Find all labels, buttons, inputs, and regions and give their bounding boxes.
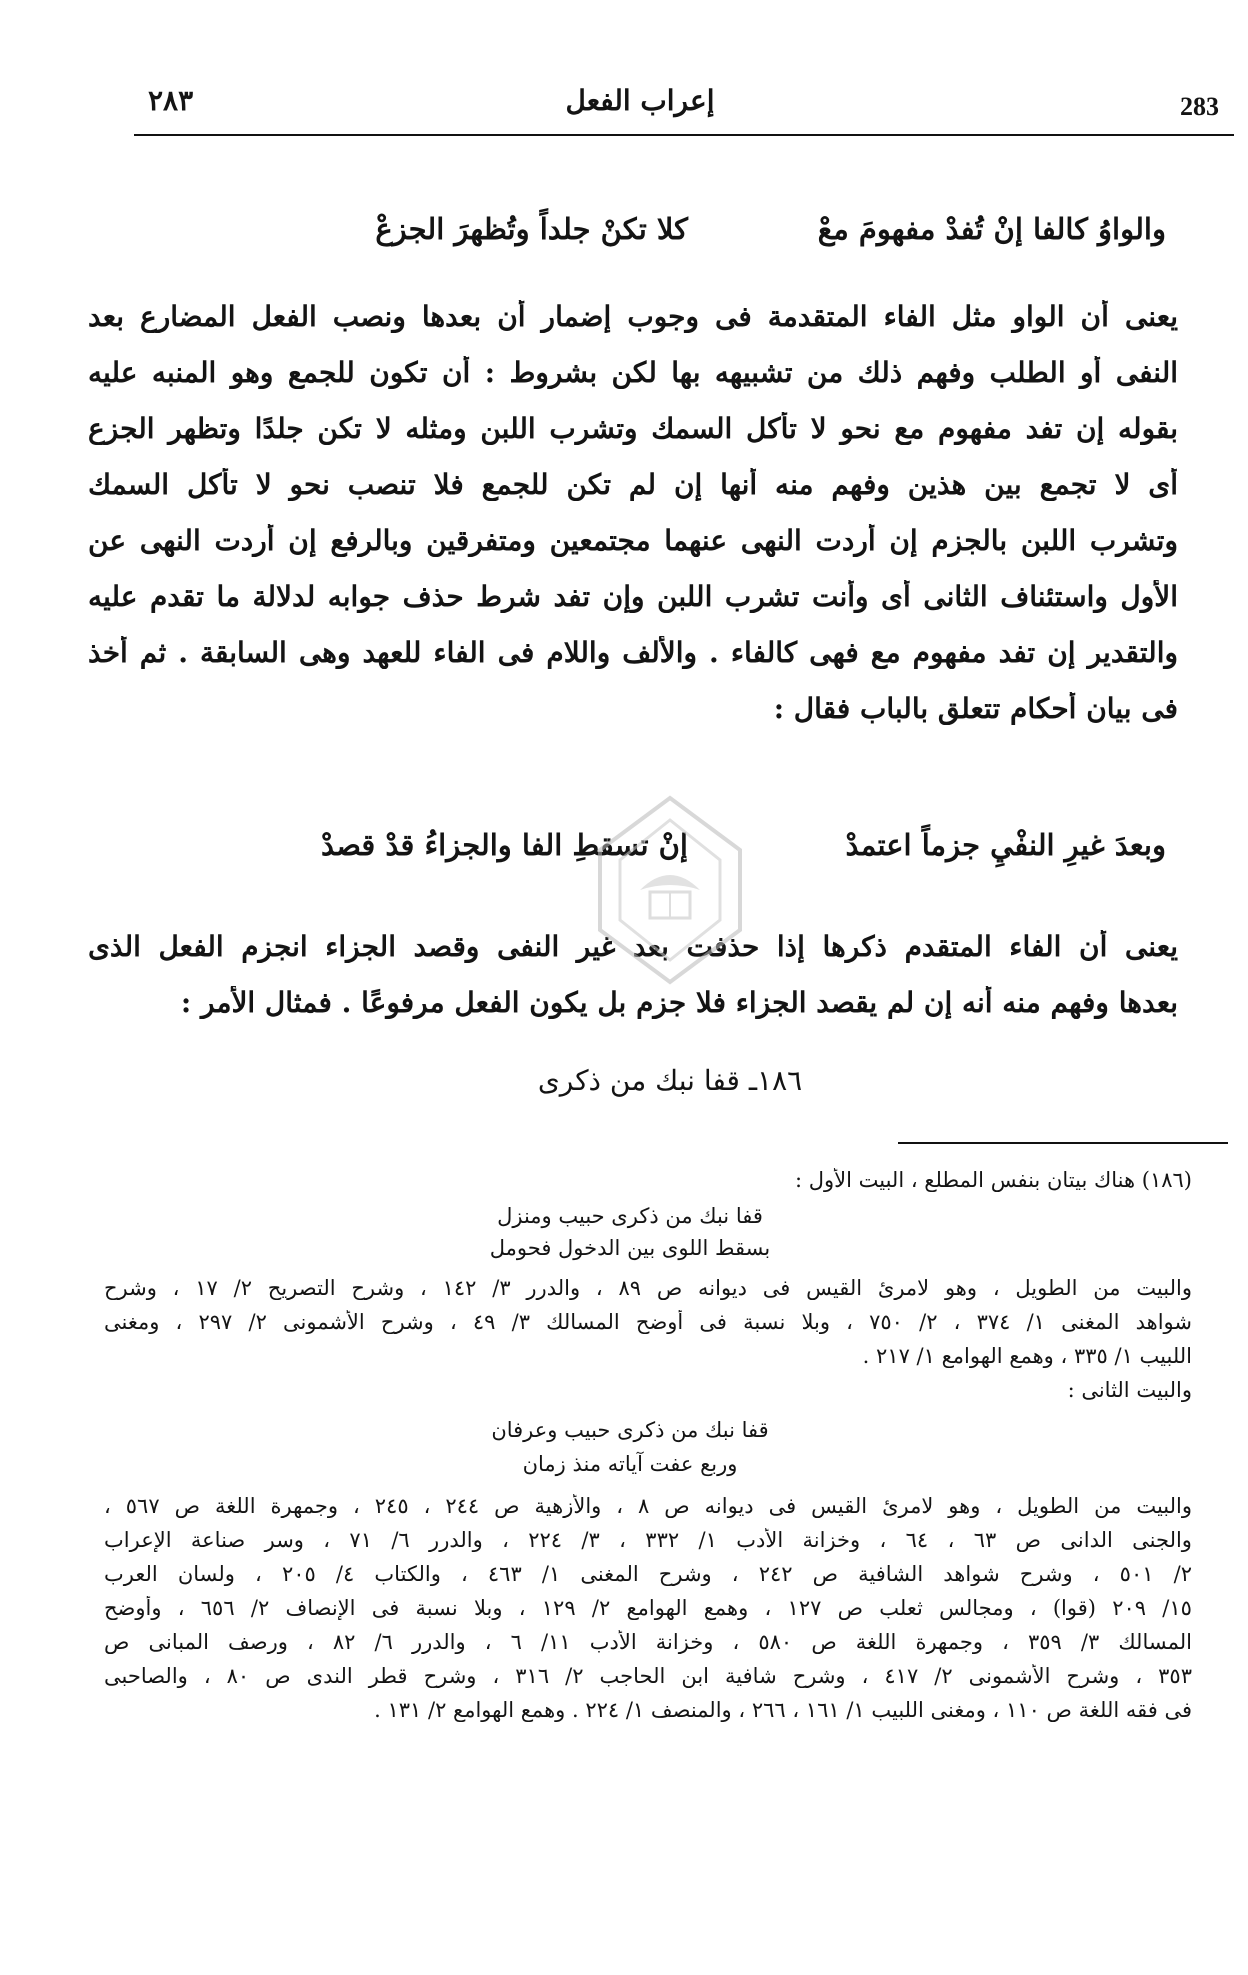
footnote-source-line: والجنى الدانى ص ٦٣ ، ٦٤ ، وخزانة الأدب ١/ ٣٣٢ ، ٣/ ٢٢٤ ، والدرر ٦/ ٧١ ، وسر صناعة الإعراب <box>104 1528 1192 1552</box>
body-line: والتقدير إن تفد مفهوم مع فهى كالفاء . والألف واللام فى الفاء للعهد وهى السابقة . ثم أخذ <box>88 636 1178 669</box>
footnote-source-line: ٢/ ٥٠١ ، وشرح شواهد الشافية ص ٢٤٢ ، وشرح المغنى ١/ ٤٦٣ ، والكتاب ٤/ ٢٠٥ ، ولسان العرب <box>104 1562 1192 1586</box>
footnote-second-intro: والبيت الثانى : <box>1067 1378 1192 1402</box>
footnote-source-line: والبيت من الطويل ، وهو لامرئ القيس فى ديوانه ص ٨٩ ، والدرر ٣/ ١٤٢ ، وشرح التصريح ٢/ ١٧ ، وشرح <box>104 1276 1192 1300</box>
page-number-latin: 283 <box>1180 92 1219 121</box>
footnote-source-line: فى فقه اللغة ص ١١٠ ، ومغنى اللبيب ١/ ١٦١ ، ٢٦٦ ، والمنصف ١/ ٢٢٤ . وهمع الهوامع ٢/ ١٣١ . <box>374 1698 1192 1722</box>
running-title: إعراب الفعل <box>565 84 715 117</box>
body-line: بعدها وفهم منه أنه إن لم يقصد الجزاء فلا جزم بل يكون الفعل مرفوعًا . فمثال الأمر : <box>180 986 1178 1019</box>
body-line: وتشرب اللبن بالجزم إن أردت النهى عنهما مجتمعين ومتفرقين وبالرفع إن أردت النهى عن <box>88 524 1178 557</box>
footnote-rule <box>898 1142 1228 1144</box>
footnote-source-line: ١٥/ ٢٠٩ (قوا) ، ومجالس ثعلب ص ١٢٧ ، وهمع الهوامع ٢/ ١٢٩ ، وبلا نسبة فى الإنصاف ٢/ ٦٥٦ ، وأوضح <box>104 1596 1192 1620</box>
body-line: يعنى أن الفاء المتقدم ذكرها إذا حذفت بعد غير النفى وقصد الجزاء انجزم الفعل الذى <box>88 930 1178 963</box>
footnote-intro: (١٨٦) هناك بيتان بنفس المطلع ، البيت الأول : <box>795 1168 1192 1192</box>
header-rule <box>134 134 1234 136</box>
body-line: بقوله إن تفد مفهوم مع نحو لا تأكل السمك وتشرب اللبن ومثله لا تكن جلدًا وتظهر الجزع <box>88 412 1178 445</box>
verse1-hemistich-2: كلا تكنْ جلداً وتُظهرَ الجزعْ <box>375 212 688 246</box>
verse2-hemistich-2: إنْ تسقطِ الفا والجزاءُ قدْ قصدْ <box>320 828 688 862</box>
footnote-source-line: المسالك ٣/ ٣٥٩ ، وجمهرة اللغة ص ٥٨٠ ، وخزانة الأدب ١١/ ٦ ، والدرر ٦/ ٨٢ ، ورصف المبانى ص <box>104 1630 1192 1654</box>
page-number-arabic: ٢٨٣ <box>148 84 194 117</box>
footnote-verse-line: وربع عفت آياته منذ زمان <box>522 1452 738 1476</box>
footnote-source-line: ٣٥٣ ، وشرح الأشمونى ٢/ ٤١٧ ، وشرح شافية ابن الحاجب ٢/ ٣١٦ ، وشرح قطر الندى ص ٨٠ ، والصاحبى <box>104 1664 1192 1688</box>
body-line: يعنى أن الواو مثل الفاء المتقدمة فى وجوب إضمار أن بعدها ونصب الفعل المضارع بعد <box>88 300 1178 333</box>
footnote-verse-line: قفا نبك من ذكرى حبيب ومنزل <box>497 1204 763 1228</box>
footnote-source-line: اللبيب ١/ ٣٣٥ ، وهمع الهوامع ١/ ٢١٧ . <box>862 1344 1192 1368</box>
body-line: أى لا تجمع بين هذين وفهم منه أنها إن لم تكن للجمع فلا تنصب نحو لا تأكل السمك <box>88 468 1178 501</box>
footnote-source-line: شواهد المغنى ١/ ٣٧٤ ، ٢/ ٧٥٠ ، وبلا نسبة فى أوضح المسالك ٣/ ٤٩ ، وشرح الأشمونى ٢/ ٢٩٧ ، ومغنى <box>104 1310 1192 1334</box>
body-line: الأول واستئناف الثانى أى وأنت تشرب اللبن وإن تفد شرط حذف جوابه لدلالة ما تقدم عليه <box>88 580 1178 613</box>
verse2-hemistich-1: وبعدَ غيرِ النفْيِ جزماً اعتمدْ <box>845 828 1166 862</box>
verse1-hemistich-1: والواوُ كالفا إنْ تُفدْ مفهومَ معْ <box>817 212 1166 246</box>
footnote-source-line: والبيت من الطويل ، وهو لامرئ القيس فى ديوانه ص ٨ ، والأزهية ص ٢٤٤ ، ٢٤٥ ، وجمهرة اللغة ص ٥٦٧ ، <box>104 1494 1192 1518</box>
body-line: فى بيان أحكام تتعلق بالباب فقال : <box>773 692 1178 725</box>
footnote-verse-line: قفا نبك من ذكرى حبيب وعرفان <box>491 1418 769 1442</box>
body-line: النفى أو الطلب وفهم ذلك من تشبيهه بها لكن بشروط : أن تكون للجمع وهو المنبه عليه <box>88 356 1178 389</box>
example-quote: ١٨٦ـ قفا نبك من ذكرى <box>537 1064 803 1097</box>
library-seal-icon <box>590 790 750 990</box>
footnote-verse-line: بسقط اللوى بين الدخول فحومل <box>489 1236 771 1260</box>
